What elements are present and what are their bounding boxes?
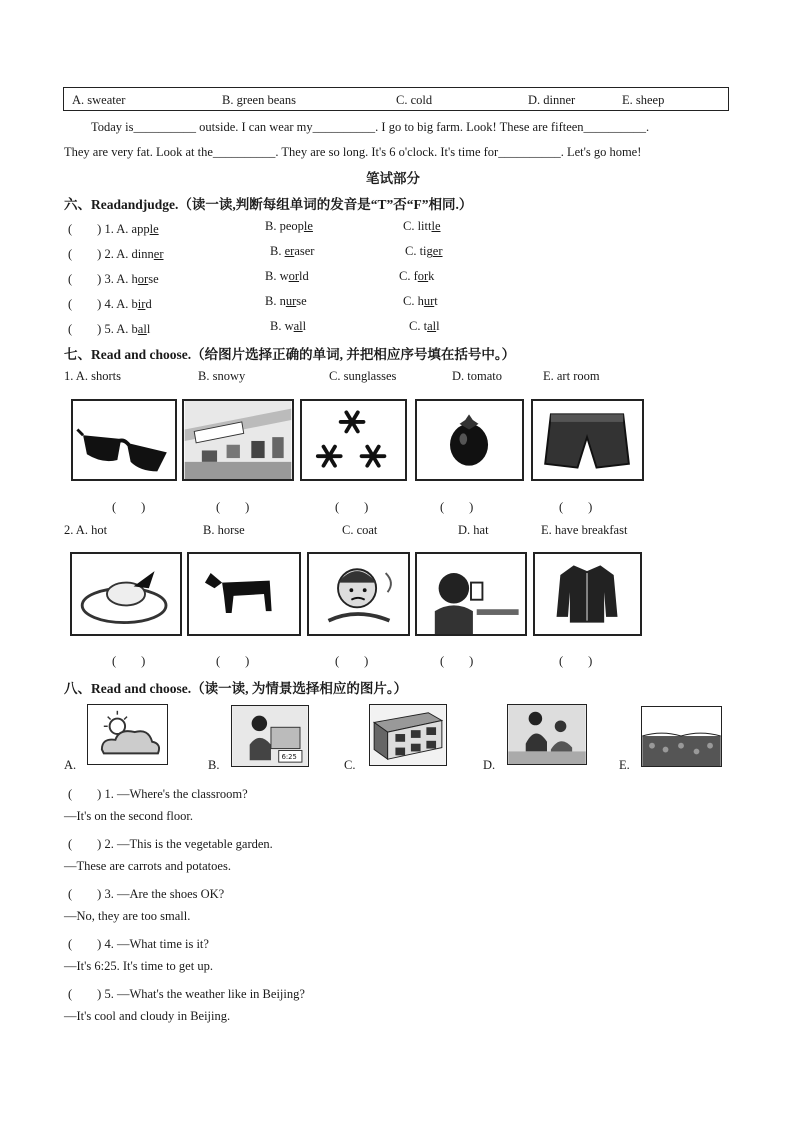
word-option: A. sweater xyxy=(72,93,126,107)
answer-paren[interactable]: ( ) xyxy=(335,654,369,668)
shoes-picture xyxy=(507,704,587,765)
item-number: 4. A. xyxy=(104,297,129,311)
option-c xyxy=(409,319,440,334)
question-line: ( ) 3. —Are the shoes OK? xyxy=(68,887,225,901)
answer-paren[interactable]: ( ) xyxy=(68,222,102,236)
item-number: 5. A. xyxy=(104,322,129,336)
answer-paren[interactable]: ( ) xyxy=(559,500,593,514)
underlined-part: or xyxy=(288,269,300,283)
word-part: h xyxy=(131,272,138,286)
word-part: d xyxy=(145,297,152,311)
word-part: app xyxy=(131,222,150,236)
blank[interactable]: __________ xyxy=(212,145,276,159)
answer-line: —No, they are too small. xyxy=(64,909,191,923)
text: . Let's go home! xyxy=(560,145,642,159)
blank[interactable]: __________ xyxy=(583,120,647,134)
option-c xyxy=(405,244,443,259)
question-line: ( ) 4. —What time is it? xyxy=(68,937,209,951)
answer-paren[interactable]: ( ) xyxy=(68,247,102,261)
answer-paren[interactable]: ( ) xyxy=(216,654,250,668)
clock-readout: 6:25 xyxy=(281,753,297,762)
section7-title: 七、Read and choose.（给图片选择正确的单词, 并把相应序号填在括号中。） xyxy=(64,347,516,362)
choice-option: D. tomato xyxy=(452,369,502,383)
underlined-part: er xyxy=(432,244,443,258)
art-room-picture xyxy=(182,399,294,481)
answer-line: —It's on the second floor. xyxy=(64,809,193,823)
underlined-part: al xyxy=(427,319,437,333)
option-b xyxy=(265,219,313,234)
picture-label: B. xyxy=(208,758,220,772)
underlined-part: ur xyxy=(423,294,435,308)
underlined-part: le xyxy=(149,222,159,236)
text: . xyxy=(646,120,650,134)
answer-paren[interactable]: ( ) xyxy=(335,500,369,514)
option-c xyxy=(403,219,441,234)
answer-paren[interactable]: ( ) xyxy=(440,500,474,514)
word-part: b xyxy=(131,297,138,311)
answer-line: —It's 6:25. It's time to get up. xyxy=(64,959,213,973)
text: outside. I can wear my xyxy=(196,120,313,134)
coat-picture xyxy=(533,552,642,636)
underlined-part: le xyxy=(303,219,313,233)
judge-row xyxy=(68,319,150,337)
question-line: ( ) 2. —This is the vegetable garden. xyxy=(68,837,273,851)
underlined-part: or xyxy=(417,269,429,283)
word-part: C. f xyxy=(399,269,418,283)
vegetable-garden-picture xyxy=(641,706,722,767)
hat-picture xyxy=(70,552,182,636)
text: . They are so long. It's 6 o'clock. It's time for xyxy=(275,145,499,159)
option-b xyxy=(265,269,309,284)
classroom-building-picture xyxy=(369,704,447,766)
judge-row xyxy=(68,269,159,287)
answer-line: —These are carrots and potatoes. xyxy=(64,859,231,873)
get-up-picture xyxy=(231,705,309,767)
word-part: B. n xyxy=(265,294,286,308)
option-b xyxy=(265,294,307,309)
answer-paren[interactable]: ( ) xyxy=(68,297,102,311)
choice-option: 2. A. hot xyxy=(64,523,108,537)
word-option: E. sheep xyxy=(622,93,665,107)
underlined-part: al xyxy=(137,322,147,336)
horse-picture xyxy=(187,552,301,636)
section8-title: 八、Read and choose.（读一读, 为情景选择相应的图片。） xyxy=(64,681,408,696)
text: They are very fat. Look at the xyxy=(64,145,213,159)
picture-label: D. xyxy=(483,758,496,772)
cloudy-picture xyxy=(87,704,168,765)
word-option: C. cold xyxy=(396,93,433,107)
section-written-heading: 笔试部分 xyxy=(366,171,420,186)
word-part: C. litt xyxy=(403,219,432,233)
word-part: B. peop xyxy=(265,219,304,233)
option-c xyxy=(403,294,438,309)
word-part: C. t xyxy=(409,319,428,333)
word-part: l xyxy=(146,322,151,336)
answer-paren[interactable]: ( ) xyxy=(440,654,474,668)
word-option: D. dinner xyxy=(528,93,576,107)
answer-paren[interactable]: ( ) xyxy=(216,500,250,514)
word-part: k xyxy=(428,269,435,283)
item-number: 2. A. xyxy=(104,247,129,261)
word-part: B. xyxy=(270,244,285,258)
section6-title: 六、Readandjudge.（读一读,判断每组单词的发音是“T”否“F”相同.） xyxy=(64,197,473,212)
word-part: se xyxy=(296,294,307,308)
picture-label: C. xyxy=(344,758,356,772)
word-part: C. h xyxy=(403,294,424,308)
underlined-part: le xyxy=(431,219,441,233)
choice-option: D. hat xyxy=(458,523,489,537)
choice-option: 1. A. shorts xyxy=(64,369,121,383)
word-option: B. green beans xyxy=(222,93,296,107)
choice-option: C. coat xyxy=(342,523,378,537)
choice-option: E. art room xyxy=(543,369,600,383)
sunglasses-picture xyxy=(71,399,177,481)
answer-paren[interactable]: ( ) xyxy=(68,272,102,286)
word-bank-box xyxy=(63,87,729,111)
blank[interactable]: __________ xyxy=(312,120,376,134)
underlined-part: al xyxy=(293,319,303,333)
word-part: ld xyxy=(299,269,309,283)
word-part: b xyxy=(131,322,138,336)
judge-row xyxy=(68,294,152,312)
snowflakes-picture xyxy=(300,399,407,481)
passage-line-1 xyxy=(91,120,649,135)
word-part: B. w xyxy=(270,319,294,333)
judge-row xyxy=(68,219,159,237)
choice-option: E. have breakfast xyxy=(541,523,628,537)
picture-label: E. xyxy=(619,758,630,772)
underlined-part: er xyxy=(153,247,164,261)
word-part: l xyxy=(302,319,307,333)
underlined-part: or xyxy=(137,272,149,286)
blank[interactable]: __________ xyxy=(133,120,197,134)
option-b xyxy=(270,244,314,259)
answer-paren[interactable]: ( ) xyxy=(112,654,146,668)
blank[interactable]: __________ xyxy=(498,145,561,159)
word-part: l xyxy=(436,319,440,333)
underlined-part: ur xyxy=(285,294,297,308)
text: Today is xyxy=(91,120,134,134)
option-b xyxy=(270,319,306,334)
word-part: se xyxy=(148,272,159,286)
passage-line-2 xyxy=(64,145,641,160)
word-part: B. w xyxy=(265,269,289,283)
item-number: 1. A. xyxy=(104,222,129,236)
word-part: dinn xyxy=(131,247,154,261)
option-c xyxy=(399,269,434,284)
answer-line: —It's cool and cloudy in Beijing. xyxy=(64,1009,231,1023)
choice-option: C. sunglasses xyxy=(329,369,397,383)
underlined-part: ir xyxy=(137,297,146,311)
judge-row xyxy=(68,244,164,262)
answer-paren[interactable]: ( ) xyxy=(559,654,593,668)
word-part: aser xyxy=(294,244,315,258)
question-line: ( ) 1. —Where's the classroom? xyxy=(68,787,248,801)
word-part: C. tig xyxy=(405,244,433,258)
picture-label: A. xyxy=(64,758,77,772)
item-number: 3. A. xyxy=(104,272,129,286)
question-line: ( ) 5. —What's the weather like in Beijing? xyxy=(68,987,305,1001)
hot-boy-picture xyxy=(307,552,410,636)
breakfast-picture xyxy=(415,552,527,636)
underlined-part: er xyxy=(284,244,295,258)
word-part: t xyxy=(434,294,438,308)
choice-option: B. snowy xyxy=(198,369,246,383)
answer-paren[interactable]: ( ) xyxy=(68,322,102,336)
shorts-picture xyxy=(531,399,644,481)
text: . I go to big farm. Look! These are fifteen xyxy=(375,120,584,134)
tomato-picture xyxy=(415,399,524,481)
choice-option: B. horse xyxy=(203,523,245,537)
answer-paren[interactable]: ( ) xyxy=(112,500,146,514)
